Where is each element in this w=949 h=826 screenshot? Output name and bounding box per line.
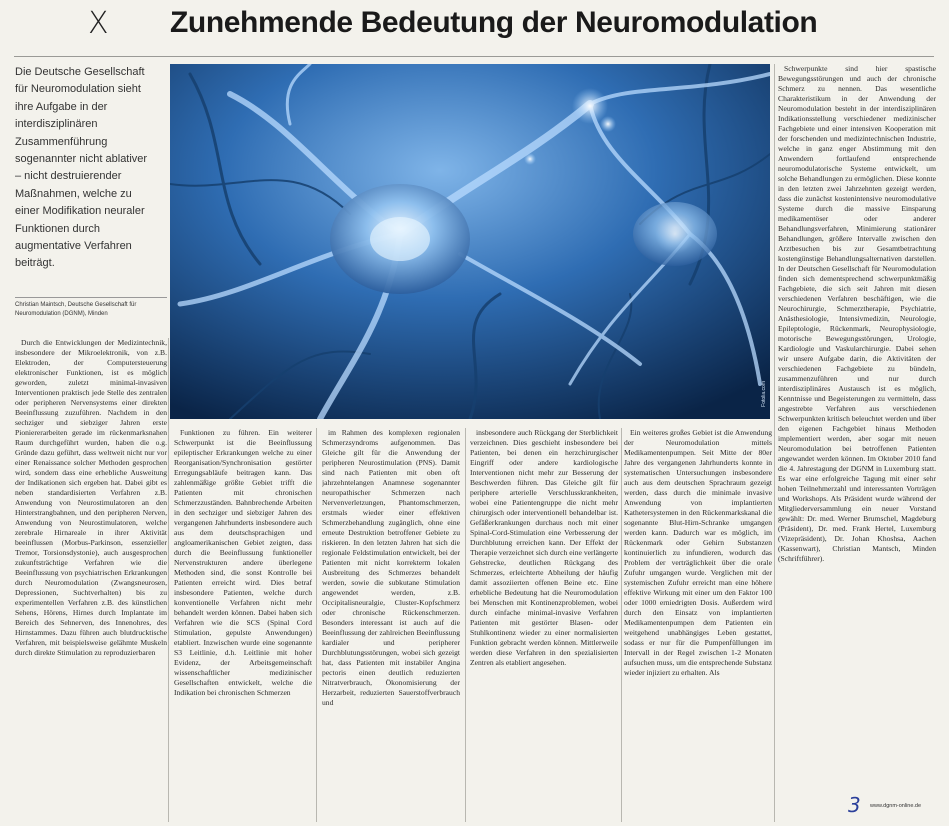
column-2 [174, 428, 312, 822]
column-1-text: Durch die Entwicklungen der Medizintechnik, insbesondere der Mikroelektronik, von z.B. Elektroden, der Computersteuerung elektronischer Funktionen, ist es möglich geworden, zuletzt minimal-invasiven Interventionen praktisch jede Stelle des zentralen oder peripheren Nervensystems einer direkten Beeinflussung zuzuführen. Nachdem in den sechziger und siebziger Jahren erste Pioniererarbeiten gerade im rückenmarksnahen Raum durchgeführt wurden, haben die o.g. Gründe dazu geführt, dass weltweit nicht nur vor einer Renaissance solcher Methoden gesprochen wird, sondern dass eine erhebliche Ausweitung der Indikationen sich ergeben hat. Dabei gibt es neben standardisierten Verfahren z.B. Anwendung von Neurostimulatoren an den Hinterstrangbahnen, und den peripheren Nerven, Anwendung von Neurostimulatoren, welche zerebrale Hirnareale in ihrer Aktivität beeinflussen (Morbus-Parkinson, essenzieller Tremor, Torsionsdystonie), auch ausgesprochen zukunftsträchtige Verfahren wie die Beeinflussung von psychiatrischen Erkrankungen durch Neuromodulation (Zwangsneurosen, Depressionen, Suchtverhalten) bis zu experimentellen Verfahren z.B. des künstlichen Sehens, Hörens, Hirnes durch Implantate im Bereich des Sehnerven, des Innenohres, des Hirnstammes. Dazu führen auch blutdrucktische Verfahren, mit beispielsweise gelähmte Muskeln durch direkte Stimulation zu reproduzierbaren [15, 338, 167, 657]
headline: Zunehmende Bedeutung der Neuromodulation [170, 6, 818, 39]
author-byline: Christian Maintsch, Deutsche Gesellschaft für Neuromodulation (DGNM), Minden [15, 297, 167, 318]
page-number: 3 [848, 793, 861, 817]
column-1 [15, 338, 167, 822]
column-6-text: Schwerpunkte sind hier spastische Bewegungsstörungen und auch der chronische Schmerz zu nennen. Das wesentliche Charakteristikum in der Anwendung der Neuromodulation besteht in der interdisziplinären Indikationsstellung verschiedener medizinischer Fachgebiete und einer intensiven Kooperation mit der forschenden und medizintechnischen Industrie, welche in ganz enger Abstimmung mit den Anwendern fortlaufend entsprechende neuromodulatorische Systeme entwickelt, um solche Behandlungen zu ermöglichen. Diese konnte in den letzten zwei Jahrzehnten gezeigt werden, dass die zunächst kostenintensive neuromodulative Systeme durch die massive Einsparung medikamentöser oder anderer Behandlungsverfahren, Minimierung stationärer Behandlungen, größere Intervalle zwischen den Arztbesuchen bis zur Gesamtbetrachtung kostengünstige Behandlungsalternativen darstellen. In der Deutschen Gesellschaft für Neuromodulation finden sich dementsprechend schwerpunktmäßig Fachgebiete, die sich seit Jahren mit diesen verschiedenen Verfahren beschäftigen, wie die Neurochirurgie, Schmerztherapie, Psychiatrie, Anästhesiologie, Intensivmedizin, Neurologie, Epileptologie, Rückenmark, Neurophysiologie, motorische Bewegungsstörungen, Urologie, Kardiologie und Vaskularchirurgie. Dabei sehen wir unsere Aufgabe darin, die Aktivitäten der verschiedenen Fachgebiete zu bündeln, zusammenzuführen und nur durch interdisziplinäres Austausch ist es möglich, Kenntnisse und Begeisterungen zu vermitteln, dass angestrebte Verfahren aus verschiedenen Schwerpunkten kritisch beleuchtet werden und über den eigenen Fachgebiet hinaus Methoden implementiert werden, aber sogar mit neuen Neuromodulation bei betroffenen Patienten angewandet werden können. Im Oktober 2010 fand die 4. Jahrestagung der DGNM in Luxemburg statt. Es war eine erfolgreiche Tagung mit einer sehr hohen Teilnehmerzahl und interessanten Vorträgen und Workshops. Als Präsident wurde während der Mitgliederversammlung ein neuer Vorstand gewählt: Dr. med. Werner Brumschel, Magdeburg (Präsident), Dr. med. Frank Hertel, Luxemburg (Vizepräsident), Dr. Johan Khoshsa, Aachen (Kassenwart), Christian Mantsch, Minden (Schriftführer). [778, 64, 936, 563]
column-divider [621, 428, 622, 822]
column-3 [322, 428, 460, 822]
column-5-text: Ein weiteres großes Gebiet ist die Anwendung der Neuromodulation mittels Medikamentenpumpen. Seit Mitte der 80er Jahre des vergangenen Jahrhunderts konnte in systematischen Untersuchungen insbesondere auch aus dem deutschen Sprachraum gezeigt werden, dass durch die minimale invasive Anwendung von implantierten Kathetersystemen in den Rückenmarkskanal die sogenannte Blut-Hirn-Schranke umgangen werden kann. Dadurch war es möglich, im Rückenmark oder Gehirn Substanzen kontinuierlich zu infundieren, wodurch das Problem der verträglichkeit über die orale Zufuhr umgangen wurde. Verglichen mit der systemischen Zufuhr erreicht man eine höhere effektive Wirkung mit einer um den Faktor 100 oder 1000 erniedrigten Dosis. Außerdem wird durch den Einsatz von implantierten Medikamentenpumpen dem Patienten ein weitgehend unabhängiges Leben gestattet, sodass er nur für die Pumpenfüllungen im Intervall in der Regel zwischen 1-2 Monaten aufsuchen muss, um die entsprechende Substanz wieder injiziert zu erhalten. Als [624, 428, 772, 677]
neuron-illustration [170, 64, 770, 419]
top-rule [14, 56, 934, 57]
column-divider [316, 428, 317, 822]
column-6 [778, 64, 936, 804]
image-credit: Fotolia.com [761, 381, 767, 407]
column-5 [624, 428, 772, 822]
column-3-text: im Rahmen des komplexen regionalen Schmerzsyndroms aufgenommen. Das Gleiche gilt für die Anwendung der peripheren Neurostimulation (PNS). Damit sind nach Patienten mit oben oft jahrzehntelangen Anamnese sogenannter neuropathischer Schmerzen nach Nervenverletzungen, Phantomschmerzen, erstmals wieder einer effektiven Schmerzbehandlung zugänglich, ohne eine erneute Destruktion betroffener Gebiete zu riskieren. In den letzten Jahren hat sich die regionale Feldstimulation entwickelt, bei der Patienten mit nicht korrekterm lokalen Ausbreitung des Schmerzes behandelt werden, sowie die subkutane Stimulation angewendet werden, z.B. Occipitalisneuralgie, Cluster-Kopfschmerz oder chronische Rückenschmerzen. Besonders interessant ist auch auf die Beeinflussung der zahlreichen Beeinflussung kardialer und peripherer Durchblutungsstörungen, wobei sich gezeigt hat, dass Patienten mit instabiler Angina pectoris einen deutlich reduzierten Nitratverbrauch, Ökonomisierung der Herzarbeit, reduzierten Sauerstoffverbrauch und [322, 428, 460, 707]
website-url: www.dgnm-online.de [870, 803, 922, 809]
lead-paragraph: Die Deutsche Gesellschaft für Neuromodulation sieht ihre Aufgabe in der interdisziplinären Zusammenführung sogenannter nicht ablativer – nicht destruierender Maßnahmen, welche zu einer Modifikation neuraler Funktionen durch augmentative Verfahren beiträgt. [15, 66, 148, 270]
column-2-text: Funktionen zu führen. Ein weiterer Schwerpunkt ist die Beeinflussung epileptischer Erkrankungen welche zu einer Reorganisation/Synchronisation gestörter Erregungsabläufe beitragen kann. Das zahlenmäßige größte Gebiet trifft die Patienten mit chronischen Schmerzzuständen. Bahnbrechende Arbeiten in den sechziger und siebziger Jahren des vergangenen Jahrhunderts insbesondere auch aus dem deutschsprachigen und angloamerikanischen Gebiet zeigten, dass durch die Beeinflussung funktioneller Nervenstrukturen andere überlegene Methoden sind, die sonst Kontrolle bei Patienten erreicht wird. Dies betraf insbesondere Patienten, welche durch konventionelle Verfahren nicht mehr behandelt werden können. Dabei haben sich Verfahren wie die SCS (Spinal Cord Stimulation, gepulste Anwendungen) etabliert. Inzwischen wurde eine sogenannte S3 Leitlinie, d.h. Leitlinie mit hoher Evidenz, der Arbeitsgemeinschaft wissenschaftlicher medizinischer Gesellschaften entwickelt, welche die Indikation bei chronischen Schmerzen [174, 428, 312, 697]
column-4-text: insbesondere auch Rückgang der Sterblichkeit verzeichnen. Dies geschieht insbesondere bei Patienten, bei denen ein herzchirurgischer Eingriff oder andere kardiologische Interventionen nicht mehr zur Besserung der Beschwerden führen. Das Gleiche gilt für periphere arterielle Verschlusskrankheiten, wobei eine Patientengruppe die nicht mehr chirurgisch oder interventionell behandelbar ist. Gefäßerkrankungen durchaus noch mit einer Spinal-Cord-Stimulation eine Verbesserung der Durchblutung erreichen kann. Der Effekt der Therapie verzeichnet sich durch eine verlängerte Gehstrecke, deutlichen Rückgang des Schmerzes, erleichterte Abheilung der häufig damit assoziierten offenen Beine etc. Eine erhebliche Bedeutung hat die Neuromodulation bei Menschen mit Kontinenzproblemen, wobei durch einfache minimal-invasive Verfahren Patienten mit gestörter Blasen- oder Stuhlkontinenz wieder zu einer normalisierten Funktion gebracht werden können. Mittlerweile werden diese Verfahren in den spezialisierten Zentren als etabliert angesehen. [470, 428, 618, 667]
neuron-image [170, 64, 770, 419]
column-4 [470, 428, 618, 822]
column-divider [168, 338, 169, 822]
column-divider [774, 64, 775, 822]
column-divider [465, 428, 466, 822]
handwritten-x-mark: X [88, 6, 109, 41]
